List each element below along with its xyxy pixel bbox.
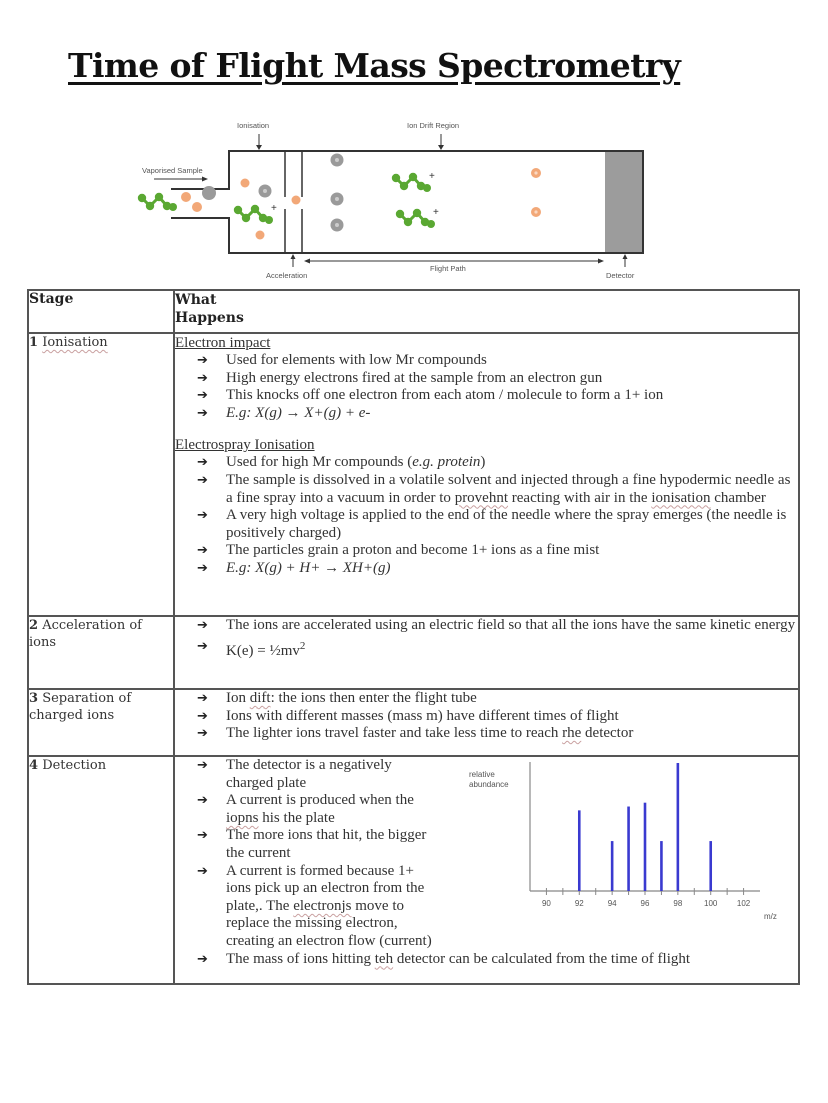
vaporised-sample-label: Vaporised Sample [142, 166, 203, 175]
spectrum-peak [709, 841, 712, 891]
list-item: ➔ A current is produced when the iopns his the plate [197, 792, 442, 827]
list-item: ➔ The lighter ions travel faster and take less time to reach rhe detector [197, 725, 798, 743]
description-cell [174, 689, 799, 756]
x-tick-label: 102 [736, 899, 751, 908]
list-item: ➔ E.g: X(g) + H+ → XH+(g) [197, 560, 798, 578]
drift-arrow-icon [438, 145, 444, 150]
list-item: ➔ High energy electrons fired at the sample from an electron gun [197, 370, 798, 388]
table-row-detection [28, 756, 799, 984]
detector-label: Detector [606, 271, 635, 280]
stages-table [27, 289, 800, 985]
bullet-list [175, 454, 798, 577]
molecule-ion-icon [392, 173, 431, 192]
stage-cell: 4 Detection [28, 756, 174, 984]
spectrum-peak [611, 841, 614, 891]
table-row-separation [28, 689, 799, 756]
flight-path-label: Flight Path [430, 264, 466, 273]
mass-spectrum-chart [465, 757, 795, 937]
x-tick-label: 100 [704, 899, 718, 908]
x-tick-label: 92 [574, 899, 584, 908]
acceleration-label: Acceleration [266, 271, 308, 280]
spectrum-peak [660, 841, 663, 891]
list-item: ➔ The more ions that hit, the bigger the current [197, 827, 442, 862]
molecule-ion-icon [234, 205, 273, 224]
detector-plate [605, 152, 642, 252]
svg-text:+: + [429, 171, 435, 182]
spectrum-peak [677, 763, 680, 891]
detector-arrow-icon [623, 254, 628, 259]
list-item: ➔ This knocks off one electron from each atom / molecule to form a 1+ ion [197, 387, 798, 405]
svg-text:+: + [433, 207, 439, 218]
flight-tube [171, 151, 643, 253]
bullet-list [175, 757, 442, 951]
stage-cell: 1 Ionisation [28, 333, 174, 616]
molecule-icon [138, 193, 177, 211]
x-tick-label: 90 [541, 899, 551, 908]
list-item: ➔ The mass of ions hitting teh detector can be calculated from the time of flight [197, 951, 798, 969]
page-title: Time of Flight Mass Spectrometry [68, 46, 681, 85]
y-axis-label-2: abundance [469, 780, 509, 789]
x-tick-label: 96 [640, 899, 650, 908]
table-header-row [28, 290, 799, 333]
stage-cell: 3 Separation of charged ions [28, 689, 174, 756]
bullet-list [175, 690, 798, 743]
stage-header: Stage [28, 290, 174, 333]
list-item: ➔ Used for elements with low Mr compounds [197, 352, 798, 370]
list-item: ➔ A current is formed because 1+ ions pick up an electron from the plate,. The electronjs move to replace the missing electron, creating an electron flow (current) [197, 863, 442, 951]
what-happens-header: What Happens [174, 290, 799, 333]
ionisation-label: Ionisation [237, 121, 270, 130]
spectrum-peak [644, 803, 647, 891]
svg-text:+: + [271, 203, 277, 214]
list-item: ➔ Ion dift: the ions then enter the flight tube [197, 690, 798, 708]
ion-drift-label: Ion Drift Region [407, 121, 460, 130]
list-item: ➔ A very high voltage is applied to the end of the needle where the spray emerges (the needle is positively charged) [197, 507, 798, 542]
bullet-list [175, 617, 798, 660]
table-row-ionisation [28, 333, 799, 616]
description-cell [174, 616, 799, 689]
list-item: ➔ The detector is a negatively charged plate [197, 757, 442, 792]
list-item: ➔ The ions are accelerated using an electric field so that all the ions have the same kinetic energy [197, 617, 798, 635]
acceleration-arrow-icon [291, 254, 296, 259]
spectrum-peak [578, 810, 581, 891]
description-cell [174, 756, 799, 984]
bullet-list [175, 951, 798, 969]
molecule-ion-icon [396, 209, 435, 228]
list-item: ➔ The particles grain a proton and become 1+ ions as a fine mist [197, 542, 798, 560]
x-axis-label: m/z [764, 912, 777, 921]
ionisation-arrow-icon [256, 145, 262, 150]
x-tick-label: 98 [673, 899, 683, 908]
section-heading: Electron impact [175, 335, 271, 351]
stage-cell: 2 Acceleration of ions [28, 616, 174, 689]
y-axis-label-1: relative [469, 770, 495, 779]
tof-diagram [130, 110, 650, 290]
list-item: ➔ Ions with different masses (mass m) have different times of flight [197, 708, 798, 726]
list-item: ➔ E.g: X(g) → X+(g) + e- [197, 405, 798, 423]
table-row-acceleration [28, 616, 799, 689]
description-cell [174, 333, 799, 616]
bullet-list [175, 352, 798, 422]
sample-arrow-icon [202, 177, 208, 182]
list-item: ➔ The sample is dissolved in a volatile solvent and injected through a fine hypodermic needle as a fine spray into a vacuum in order to provehnt reacting with air in the ionisation chamber [197, 472, 798, 507]
spectrum-peak [627, 807, 630, 891]
x-tick-label: 94 [607, 899, 617, 908]
section-heading: Electrospray Ionisation [175, 437, 315, 454]
list-item: ➔ Used for high Mr compounds (e.g. protein) [197, 454, 798, 472]
list-item: ➔ $K(e) = \frac{1}{2}mv^2$ [197, 638, 798, 661]
